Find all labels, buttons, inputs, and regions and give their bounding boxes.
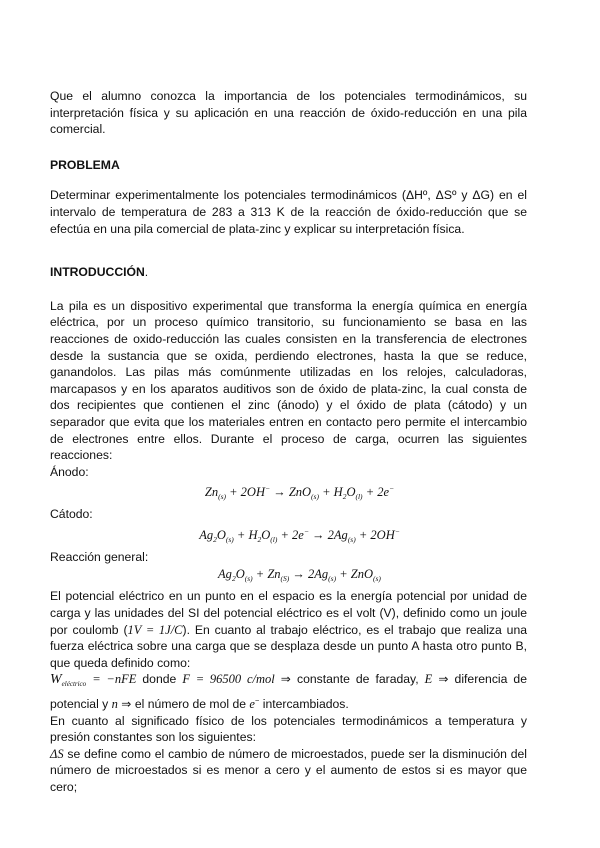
- anode-label: Ánodo:: [50, 464, 89, 479]
- volt-definition: 1V = 1J/C: [127, 622, 183, 637]
- introduction-heading: INTRODUCCIÓN.: [50, 265, 149, 280]
- physical-meaning-paragraph: En cuanto al significado físico de los potenciales termodinámicos a temperatura y presión constantes son los siguientes:: [50, 713, 527, 745]
- introduction-paragraph: La pila es un dispositivo experimental que transforma la energía química en energía eléctrica, por un proceso químico transitorio, su funcionamiento se basa en las reacciones de oxido-reducción las cuales consisten en la transferencia de electrones desde la sustancia que se oxida, perdiendo electrones, hasta la que se reduce, ganandolos. Las pilas más comúnmente utilizadas en los relojes, calculadoras, marcapasos y en los aparatos auditivos son de óxido de plata-zinc, la cual consta de dos recipientes que contienen el zinc (ánodo) y el óxido de plata (cátodo) y un separador que evita que los materiales entren en contacto pero permite el intercambio de electrones entre ellos. Durante el proceso de carga, ocurren las siguientes reacciones:: [50, 298, 527, 463]
- objective-paragraph: Que el alumno conozca la importancia de los potenciales termodinámicos, su interpretación física y su aplicación en una reacción de óxido-reducción en una pila comercial.: [50, 89, 527, 137]
- document-page: [50, 88, 527, 796]
- cathode-equation: $Ag_2O_{(s)} + H_2O_{(l)} + 2e^- \to 2Ag_{(s)} + 2OH^-$: [199, 526, 400, 544]
- delta-s-symbol: ΔS: [50, 746, 64, 761]
- entropy-paragraph: ΔS se define como el cambio de número de microestados, puede ser la disminución del número de microestados si es menor a cero y el aumento de estos si es mayor que cero;: [50, 746, 527, 794]
- general-reaction-label: Reacción general:: [50, 549, 149, 564]
- problem-paragraph: Determinar experimentalmente los potenciales termodinámicos (ΔHº, ΔSº y ΔG) en el intervalo de temperatura de 283 a 313 K de la reacción de óxido-reducción que se efectúa en una pila comercial de plata-zinc y explicar su interpretación física.: [50, 188, 527, 236]
- potential-paragraph: El potencial eléctrico en un punto en el espacio es la energía potencial por unidad de carga y las unidades del SI del potencial eléctrico es el volt (V), definido como un joule por coulomb (1V = 1J/C). En cuanto al trabajo eléctrico, es el trabajo que realiza una fuerza eléctrica sobre una carga que se desplaza desde un punto A hasta otro punto B, que queda definido como:: [50, 589, 528, 670]
- work-equation-line: $W_{eléctrico} = -nFE$ donde F = 96500 c/mol ⇒ constante de faraday, E ⇒ diferencia de: [50, 672, 527, 689]
- potential-definition-line: potencial y n ⇒ el número de mol de e− intercambiados.: [50, 696, 349, 712]
- general-reaction-equation: $Ag_2O_{(s)} + Zn_{(S)} \to 2Ag_{(s)} + ZnO_{(s)}$: [218, 567, 381, 584]
- problem-heading: PROBLEMA: [50, 157, 120, 172]
- anode-equation: $Zn_{(s)} + 2OH^- \to ZnO_{(s)} + H_2O_{(l)} + 2e^-$: [204, 484, 395, 502]
- cathode-label: Cátodo:: [50, 507, 93, 522]
